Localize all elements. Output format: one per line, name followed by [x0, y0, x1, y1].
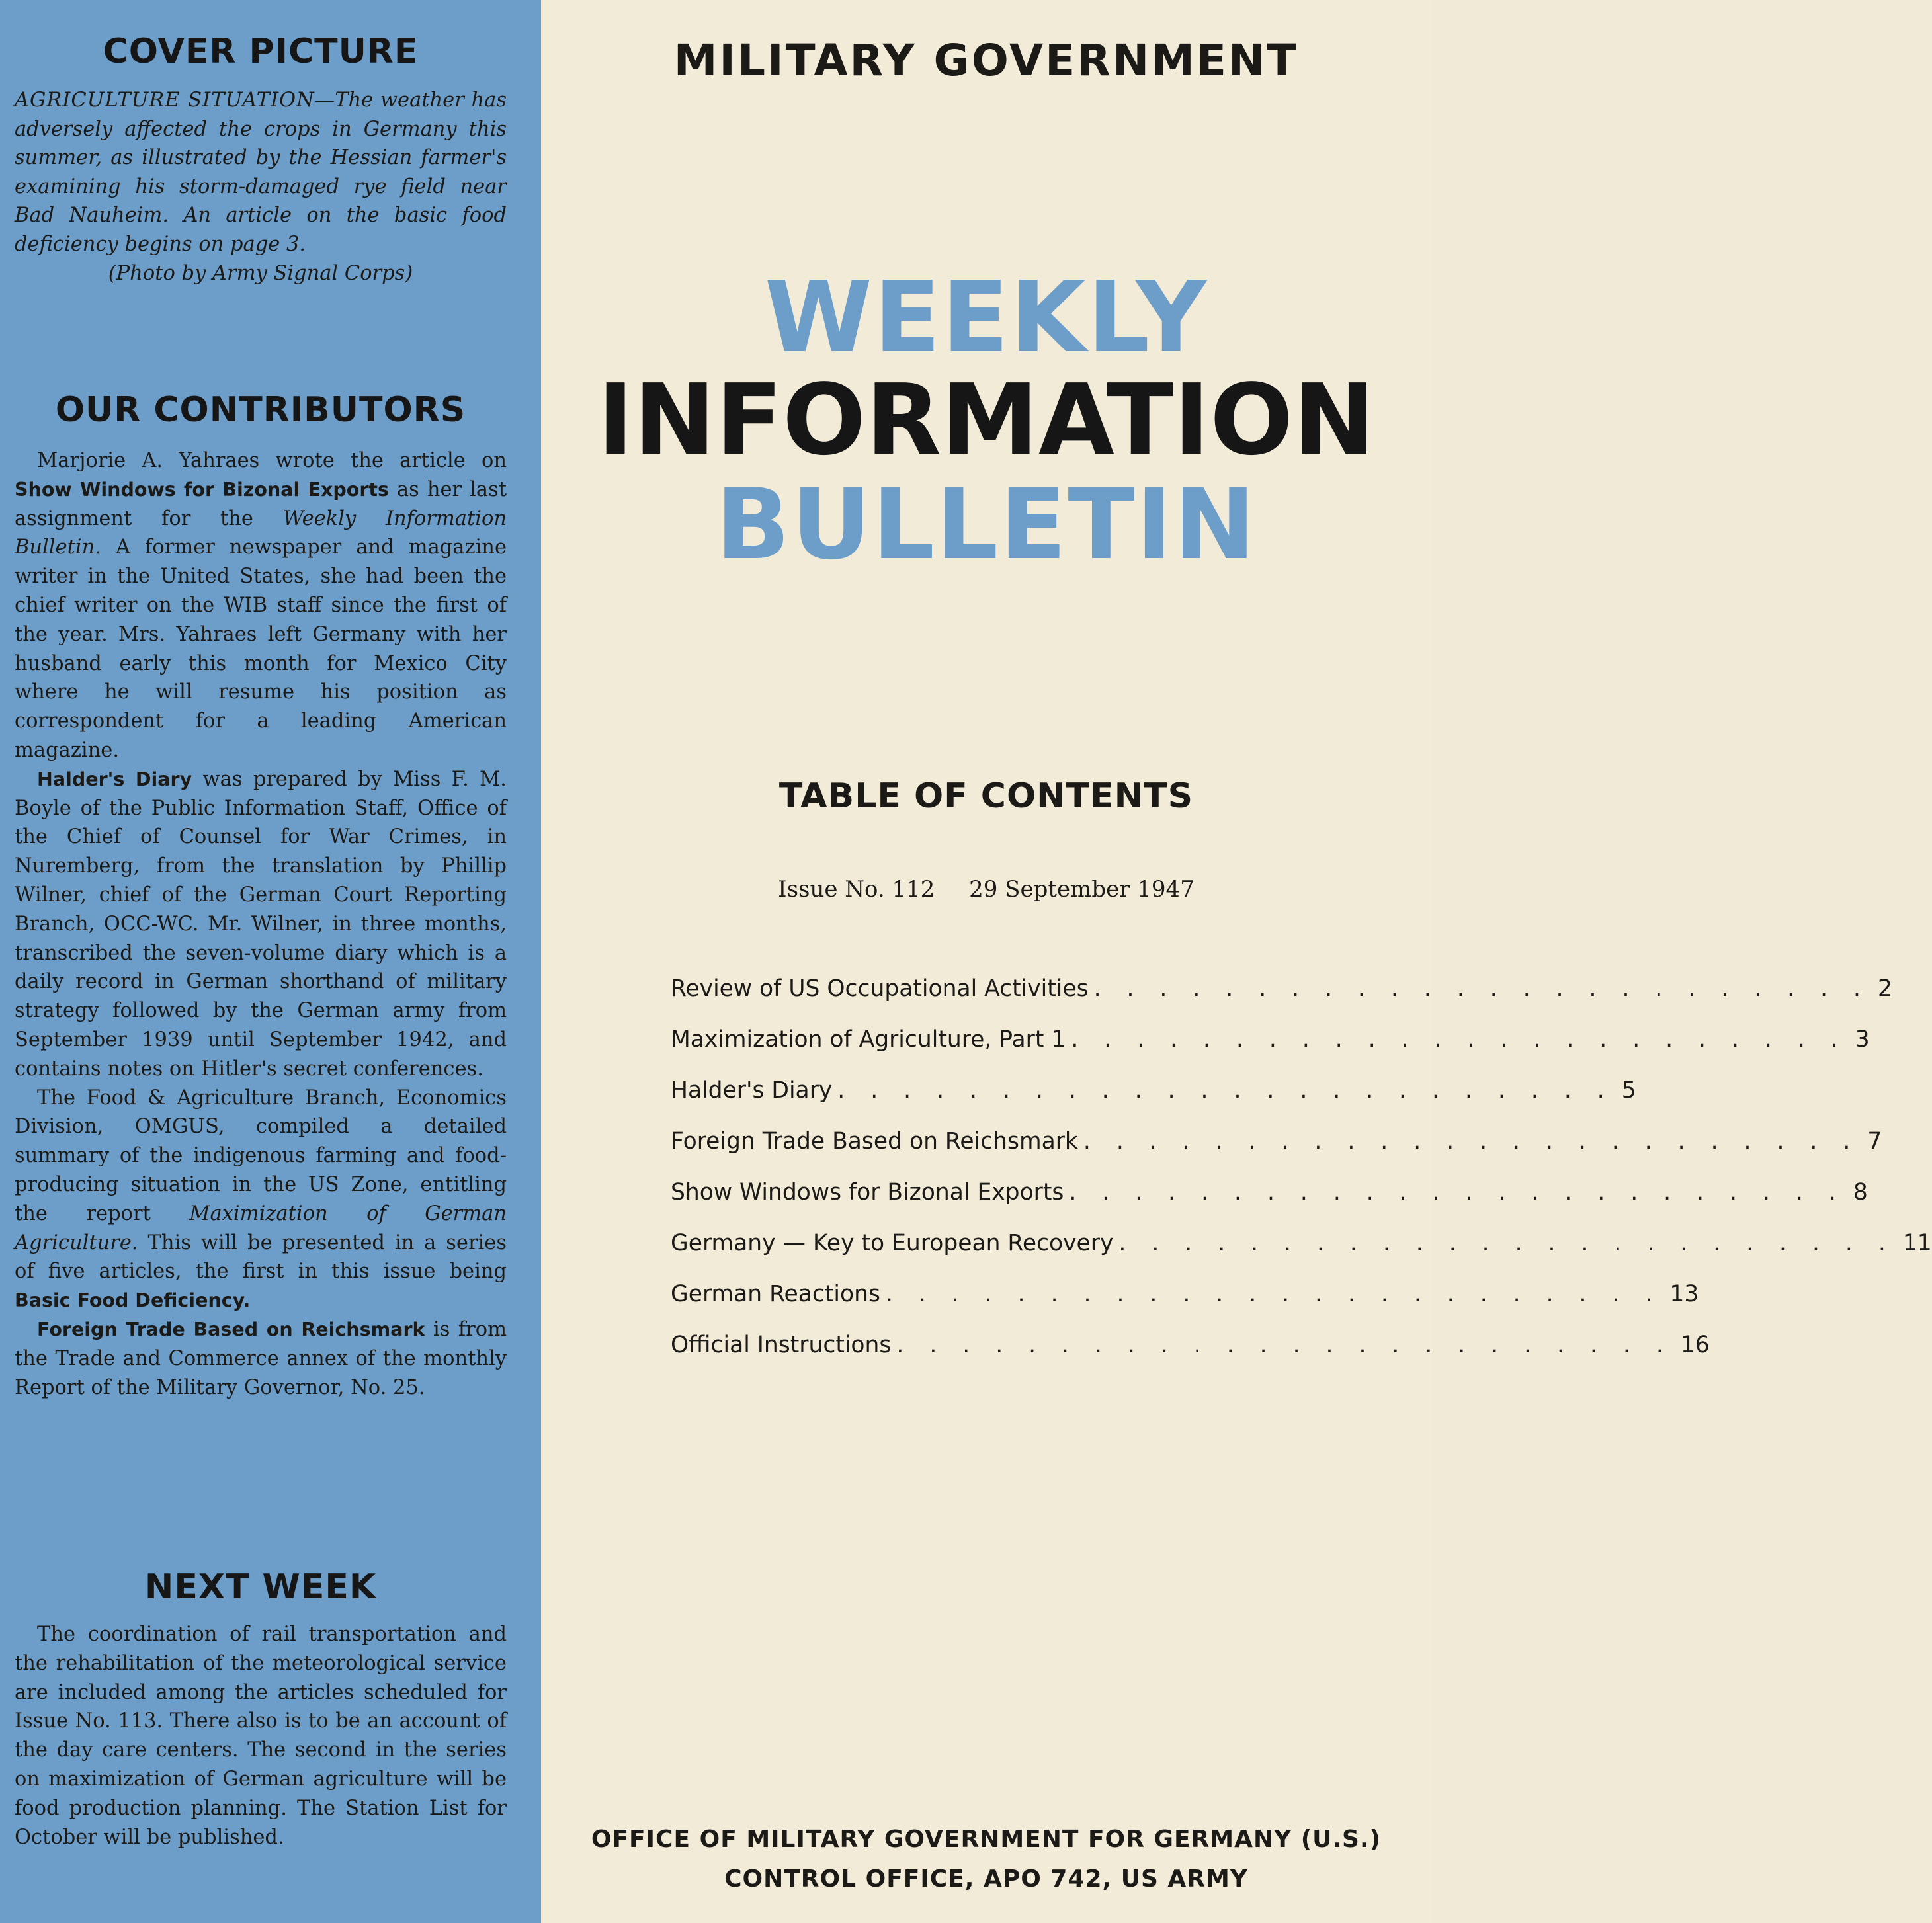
issue-date: 29 September 1947 — [969, 876, 1195, 903]
contributor-text: Marjorie A. Yahraes wrote the article on — [37, 449, 507, 472]
toc-title: Maximization of Agriculture, Part 1 — [671, 1026, 1066, 1053]
photo-credit: (Photo by Army Signal Corps) — [108, 262, 413, 285]
toc-row — [671, 1281, 1699, 1311]
publication-title: Weekly Information Bulletin. — [15, 507, 507, 559]
toc-row — [671, 1332, 1710, 1362]
next-week-heading: NEXT WEEK — [144, 1567, 377, 1607]
toc-leader: . . . . . . . . . . . . . . . . . . . . . . . . — [837, 1077, 1614, 1104]
title-information: INFORMATION — [597, 363, 1375, 477]
toc-title: Review of US Occupational Activities — [671, 975, 1089, 1002]
toc-row — [671, 1077, 1636, 1108]
contributor-text: was prepared by Miss F. M. Boyle of the Public Information Staff, Office of the Chief of Counsel for War Crimes, in Nuremberg, from the translation by Phillip Wilner, chief of the German Court Reporting Branch, OCC-WC. Mr. Wilner, in three months, transcribed the seven-volume diary which is a daily record in German shorthand of military strategy followed by the German army from September 1939 until September 1942, and contains notes on Hitler's secret conferences. — [15, 767, 507, 1081]
toc-title: Halder's Diary — [671, 1077, 833, 1104]
contributor-text: The Food & Agriculture Branch, Economics Division, OMGUS, compiled a detailed summary of the indigenous farming and food-producing situation in the US Zone, entitling the report — [15, 1086, 507, 1225]
toc-title: Foreign Trade Based on Reichsmark — [671, 1128, 1078, 1155]
contributor-text: A former newspaper and magazine writer in the United States, she had been the chief writer on the WIB staff since the first of the year. Mrs. Yahraes left Germany with her husband early this month for Mexico City where he will resume his position as correspondent for a leading American magazine. — [15, 536, 507, 762]
masthead-top: MILITARY GOVERNMENT — [673, 35, 1299, 86]
contributor-text: is from the Trade and Commerce annex of the monthly Report of the Military Governor, No. 25. — [15, 1317, 507, 1399]
contributor-text: This will be presented in a series of five articles, the first in this issue being — [15, 1231, 507, 1284]
toc-title: Germany — Key to European Recovery — [671, 1230, 1114, 1256]
toc-leader: . . . . . . . . . . . . . . . . . . . . . . . . — [885, 1281, 1662, 1307]
cover-caption-kicker: AGRICULTURE SITUATION — [15, 89, 315, 112]
article-title: Foreign Trade Based on Reichsmark — [37, 1318, 425, 1340]
toc-row — [671, 1179, 1868, 1209]
issue-number: Issue No. 112 — [778, 876, 935, 903]
contributors-heading: OUR CONTRIBUTORS — [55, 390, 466, 430]
footer-control-office: CONTROL OFFICE, APO 742, US ARMY — [724, 1865, 1248, 1893]
toc-row — [671, 1230, 1932, 1260]
toc-page: 2 — [1878, 975, 1892, 1002]
toc-page: 5 — [1621, 1077, 1636, 1104]
toc-title: Official Instructions — [671, 1332, 892, 1358]
toc-leader: . . . . . . . . . . . . . . . . . . . . . . . . — [1083, 1128, 1860, 1155]
contributors-text — [15, 446, 507, 1402]
toc-page: 11 — [1902, 1230, 1932, 1256]
contributor-text: as her last assignment for the — [15, 477, 507, 530]
issue-line — [541, 876, 1431, 903]
toc-leader: . . . . . . . . . . . . . . . . . . . . . . . . — [1093, 975, 1870, 1002]
cover-caption — [15, 86, 507, 259]
toc-title: German Reactions — [671, 1281, 880, 1307]
title-bulletin: BULLETIN — [715, 468, 1257, 581]
next-week-text: The coordination of rail transportation and the rehabilitation of the meteorological service are included among the articles scheduled for Issue No. 113. There also is to be an account of the day care centers. The second in the series on maximization of German agriculture will be food production planning. The Station List for October will be published. — [15, 1623, 507, 1849]
contributor-paragraph — [15, 446, 507, 765]
footer-office: OFFICE OF MILITARY GOVERNMENT FOR GERMANY (U.S.) — [591, 1826, 1382, 1853]
article-title: Basic Food Deficiency. — [15, 1289, 251, 1312]
toc-page: 8 — [1853, 1179, 1868, 1206]
article-title: Halder's Diary — [37, 768, 192, 790]
toc-leader: . . . . . . . . . . . . . . . . . . . . . . . . — [1069, 1179, 1845, 1206]
contributor-paragraph — [15, 1084, 507, 1315]
article-title: Show Windows for Bizonal Exports — [15, 478, 389, 501]
title-weekly: WEEKLY — [764, 261, 1208, 374]
contents-heading: TABLE OF CONTENTS — [778, 776, 1194, 816]
contributor-paragraph — [15, 765, 507, 1084]
toc-page: 13 — [1669, 1281, 1699, 1307]
toc-leader: . . . . . . . . . . . . . . . . . . . . . . . . — [896, 1332, 1673, 1358]
toc-title: Show Windows for Bizonal Exports — [671, 1179, 1064, 1206]
toc-row — [671, 1026, 1870, 1057]
toc-page: 7 — [1867, 1128, 1882, 1155]
toc-leader: . . . . . . . . . . . . . . . . . . . . . . . . — [1118, 1230, 1895, 1256]
cover-caption-text: —The weather has adversely affected the crops in Germany this summer, as illustrated by the Hessian farmer's examining his storm-damaged rye field near Bad Nauheim. An article on the basic food deficiency begins on page 3. — [15, 89, 507, 256]
toc-page: 16 — [1680, 1332, 1710, 1358]
toc-row — [671, 1128, 1882, 1159]
toc-page: 3 — [1855, 1026, 1870, 1053]
cover-picture-heading: COVER PICTURE — [103, 32, 419, 71]
report-title: Maximization of German Agriculture. — [15, 1202, 507, 1254]
contributor-paragraph — [15, 1315, 507, 1402]
toc-leader: . . . . . . . . . . . . . . . . . . . . . . . . — [1071, 1026, 1847, 1053]
toc-row — [671, 975, 1892, 1006]
